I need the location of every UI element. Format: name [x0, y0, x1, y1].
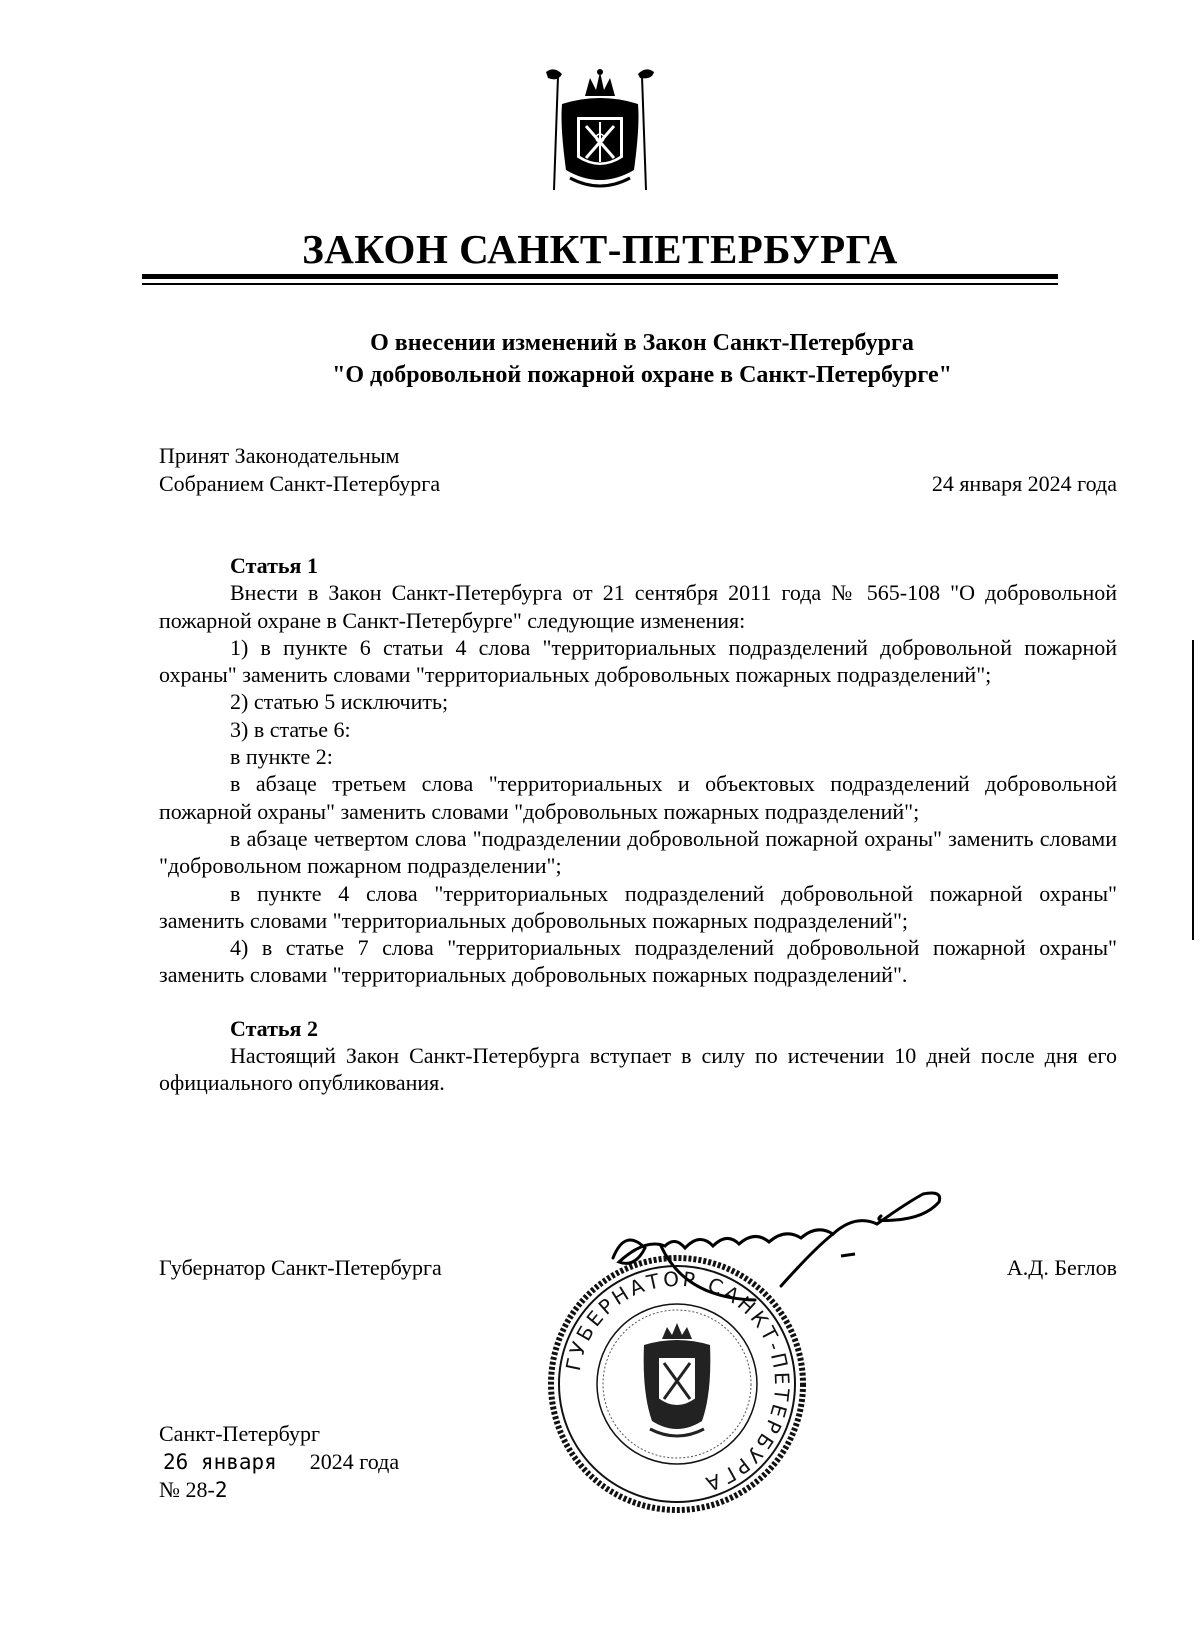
article-1-heading: Статья 1 [230, 553, 318, 578]
article-2-heading: Статья 2 [230, 1015, 318, 1041]
subject-line-2: "О добровольной пожарной охране в Санкт-Петербурге" [332, 362, 952, 388]
adoption-statement [159, 442, 440, 498]
handwritten-signature [605, 1188, 965, 1308]
article-1-paragraph: 1) в пункте 6 статьи 4 слова "территориальных подразделений добровольной пожарной охраны" заменить словами "территориальных добровольных пожарных подразделений"; [159, 634, 1117, 688]
signing-year: 2024 года [309, 1449, 400, 1474]
document-title: ЗАКОН САНКТ-ПЕТЕРБУРГА [302, 226, 898, 272]
title-rule-thick [142, 274, 1058, 279]
article-1-paragraph: в абзаце третьем слова "территориальных и объектовых подразделений добровольной пожарной охраны" заменить словами "добровольных пожарных подразделений"; [159, 771, 1117, 824]
signing-date [163, 1448, 399, 1476]
adoption-line-1: Принят Законодательным [159, 443, 400, 468]
law-subject [0, 327, 1200, 391]
law-number [159, 1476, 227, 1504]
article-1-paragraph: 3) в статье 6: [230, 716, 351, 742]
adoption-line-2: Собранием Санкт-Петербурга [159, 471, 441, 496]
article-1-paragraph: Внести в Закон Санкт-Петербурга от 21 сентября 2011 года № 565-108 "О добровольной пожарной охране в Санкт-Петербурге" следующие изменения: [159, 580, 1117, 633]
title-rule-thin [142, 283, 1058, 285]
article-1-paragraph: в пункте 2: [230, 744, 333, 770]
article-spacer [159, 989, 1117, 1015]
article-1-paragraph: 2) статью 5 исключить; [230, 689, 449, 715]
signatory-role: Губернатор Санкт-Петербурга [159, 1255, 442, 1280]
article-2-paragraph: Настоящий Закон Санкт-Петербурга вступает в силу по истечении 10 дней после дня его официального опубликования. [159, 1043, 1117, 1096]
article-1-paragraph: 4) в статье 7 слова "территориальных подразделений добровольной пожарной охраны" заменить словами "территориальных добровольных пожарных подразделений". [159, 935, 1117, 988]
coat-of-arms-emblem [540, 66, 660, 200]
adoption-date: 24 января 2024 года [931, 471, 1117, 496]
law-number-prefix: № 28- [159, 1477, 215, 1502]
law-body [159, 552, 1117, 1097]
handwritten-number: 2 [214, 1478, 228, 1502]
signatory-name: А.Д. Беглов [1006, 1255, 1117, 1280]
subject-line-1: О внесении изменений в Закон Санкт-Петербурга [370, 330, 914, 356]
article-1-paragraph: в пункте 4 слова "территориальных подразделений добровольной пожарной охраны" заменить словами "территориальных добровольных пожарных подразделений"; [159, 880, 1117, 933]
scan-edge-mark [1192, 640, 1194, 940]
handwritten-date: 26 января [163, 1450, 277, 1474]
seal-text: ГУБЕРНАТОР САНКТ-ПЕТЕРБУРГА [560, 1266, 795, 1498]
article-1-paragraph: в абзаце четвертом слова "подразделении добровольной пожарной охраны" заменить словами "добровольном пожарном подразделении"; [159, 825, 1117, 879]
signing-place: Санкт-Петербург [159, 1421, 320, 1446]
